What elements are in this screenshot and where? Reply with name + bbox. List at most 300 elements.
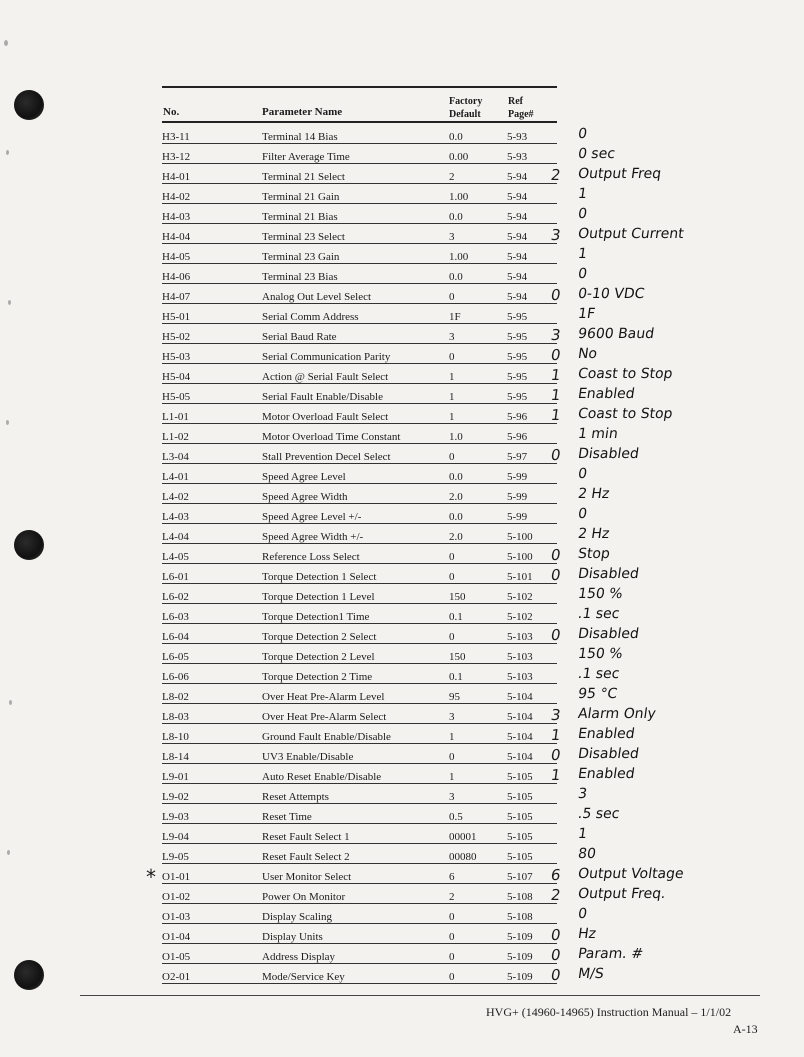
handwritten-note: 0 xyxy=(576,466,589,482)
handwritten-note: 150 % xyxy=(576,586,624,602)
handwritten-note: Coast to Stop xyxy=(576,366,674,382)
param-default: 1 xyxy=(449,764,507,784)
handwritten-note: 150 % xyxy=(576,646,624,662)
header-factory-label: Factory xyxy=(449,96,483,107)
param-name: Reset Fault Select 2 xyxy=(262,844,449,864)
handwritten-value: 0 xyxy=(549,346,562,364)
scan-speck xyxy=(4,40,8,46)
param-number: L1-02 xyxy=(162,424,262,444)
table-row xyxy=(162,564,557,584)
handwritten-note: M/S xyxy=(576,966,605,982)
param-number: L6-01 xyxy=(162,564,262,584)
handwritten-value: 0 xyxy=(549,286,562,304)
param-name: Power On Monitor xyxy=(262,884,449,904)
handwritten-value: 1 xyxy=(549,766,562,784)
handwritten-note: Output Freq. xyxy=(576,886,667,902)
param-ref-page: 5-105 xyxy=(507,844,557,864)
handwritten-note: No xyxy=(576,346,599,362)
handwritten-note: .5 sec xyxy=(576,806,621,822)
table-row xyxy=(162,644,557,664)
header-page-label: Page# xyxy=(508,109,534,120)
handwritten-value: 0 xyxy=(549,546,562,564)
handwritten-note: Disabled xyxy=(576,446,640,462)
table-row xyxy=(162,664,557,684)
param-number: H4-03 xyxy=(162,204,262,224)
param-ref-page: 5-94 xyxy=(507,164,557,184)
param-default: 2.0 xyxy=(449,524,507,544)
table-row xyxy=(162,204,557,224)
param-default: 1 xyxy=(449,364,507,384)
param-number: H5-05 xyxy=(162,384,262,404)
param-ref-page: 5-100 xyxy=(507,544,557,564)
param-number: L6-02 xyxy=(162,584,262,604)
handwritten-value: 0 xyxy=(549,926,562,944)
param-ref-page: 5-94 xyxy=(507,244,557,264)
param-name: Terminal 23 Select xyxy=(262,224,449,244)
param-ref-page: 5-103 xyxy=(507,644,557,664)
param-ref-page: 5-94 xyxy=(507,224,557,244)
param-number: H5-03 xyxy=(162,344,262,364)
param-name: User Monitor Select xyxy=(262,864,449,884)
scan-speck xyxy=(7,850,10,855)
table-top-rule xyxy=(162,86,557,88)
handwritten-value: 0 xyxy=(549,966,562,984)
param-default: 0 xyxy=(449,284,507,304)
param-default: 0.0 xyxy=(449,124,507,144)
param-number: H3-12 xyxy=(162,144,262,164)
table-row xyxy=(162,744,557,764)
param-name: Torque Detection 2 Select xyxy=(262,624,449,644)
param-ref-page: 5-95 xyxy=(507,344,557,364)
handwritten-value: 3 xyxy=(549,706,562,724)
handwritten-value: 0 xyxy=(549,946,562,964)
param-number: L9-02 xyxy=(162,784,262,804)
table-row xyxy=(162,504,557,524)
table-row xyxy=(162,284,557,304)
param-default: 150 xyxy=(449,584,507,604)
param-ref-page: 5-102 xyxy=(507,584,557,604)
param-number: H5-01 xyxy=(162,304,262,324)
param-name: Mode/Service Key xyxy=(262,964,449,984)
handwritten-note: 0 xyxy=(576,506,589,522)
footer-manual-title: HVG+ (14960-14965) Instruction Manual – 1/1/02 xyxy=(486,1005,732,1019)
handwritten-note: Output Current xyxy=(576,226,685,242)
param-name: Auto Reset Enable/Disable xyxy=(262,764,449,784)
param-default: 0 xyxy=(449,924,507,944)
handwritten-note: Disabled xyxy=(576,626,640,642)
param-default: 1.0 xyxy=(449,424,507,444)
handwritten-note: Output Voltage xyxy=(576,866,685,882)
binder-hole-bottom xyxy=(14,960,44,990)
param-default: 0.5 xyxy=(449,804,507,824)
param-number: H4-01 xyxy=(162,164,262,184)
handwritten-note: 0 xyxy=(576,906,589,922)
param-name: Reset Time xyxy=(262,804,449,824)
param-number: O1-05 xyxy=(162,944,262,964)
handwritten-note: Param. # xyxy=(576,946,645,962)
param-default: 0.0 xyxy=(449,204,507,224)
param-default: 0.0 xyxy=(449,504,507,524)
handwritten-note: 1 min xyxy=(576,426,619,442)
param-number: L9-04 xyxy=(162,824,262,844)
param-ref-page: 5-99 xyxy=(507,464,557,484)
param-ref-page: 5-107 xyxy=(507,864,557,884)
param-name: Terminal 23 Gain xyxy=(262,244,449,264)
param-name: Display Units xyxy=(262,924,449,944)
param-number: H5-02 xyxy=(162,324,262,344)
table-row xyxy=(162,764,557,784)
param-default: 1 xyxy=(449,384,507,404)
handwritten-value: 0 xyxy=(549,626,562,644)
param-name: Terminal 23 Bias xyxy=(262,264,449,284)
star-mark: * xyxy=(146,865,156,889)
param-number: L8-02 xyxy=(162,684,262,704)
param-ref-page: 5-109 xyxy=(507,944,557,964)
param-number: L6-06 xyxy=(162,664,262,684)
param-name: Speed Agree Level xyxy=(262,464,449,484)
handwritten-note: 0 xyxy=(576,126,589,142)
param-ref-page: 5-94 xyxy=(507,204,557,224)
param-default: 6 xyxy=(449,864,507,884)
handwritten-value: 1 xyxy=(549,726,562,744)
handwritten-note: 3 xyxy=(576,786,589,802)
param-ref-page: 5-109 xyxy=(507,964,557,984)
param-ref-page: 5-103 xyxy=(507,624,557,644)
param-number: L4-04 xyxy=(162,524,262,544)
param-default: 3 xyxy=(449,224,507,244)
header-rule xyxy=(162,121,557,123)
param-ref-page: 5-104 xyxy=(507,704,557,724)
param-default: 0 xyxy=(449,744,507,764)
table-row xyxy=(162,824,557,844)
param-name: Action @ Serial Fault Select xyxy=(262,364,449,384)
param-number: L8-03 xyxy=(162,704,262,724)
param-ref-page: 5-99 xyxy=(507,484,557,504)
param-default: 2.0 xyxy=(449,484,507,504)
handwritten-note: 0 xyxy=(576,206,589,222)
param-number: O2-01 xyxy=(162,964,262,984)
param-default: 150 xyxy=(449,644,507,664)
param-default: 95 xyxy=(449,684,507,704)
scan-speck xyxy=(6,150,9,155)
table-row xyxy=(162,484,557,504)
param-name: Torque Detection 2 Level xyxy=(262,644,449,664)
param-name: Serial Comm Address xyxy=(262,304,449,324)
handwritten-note: Coast to Stop xyxy=(576,406,674,422)
handwritten-value: 1 xyxy=(549,366,562,384)
header-factory-default xyxy=(449,95,482,121)
table-row xyxy=(162,524,557,544)
handwritten-note: 95 °C xyxy=(576,686,619,702)
header-ref-label: Ref xyxy=(508,96,523,107)
binder-hole-top xyxy=(14,90,44,120)
param-number: H4-04 xyxy=(162,224,262,244)
handwritten-note: Enabled xyxy=(576,726,636,742)
param-number: L3-04 xyxy=(162,444,262,464)
param-ref-page: 5-105 xyxy=(507,764,557,784)
param-default: 0 xyxy=(449,624,507,644)
header-default-label: Default xyxy=(449,109,481,120)
table-row xyxy=(162,244,557,264)
handwritten-note: 1 xyxy=(576,246,589,262)
param-default: 00001 xyxy=(449,824,507,844)
param-name: Torque Detection 1 Level xyxy=(262,584,449,604)
param-number: L4-05 xyxy=(162,544,262,564)
handwritten-note: Enabled xyxy=(576,766,636,782)
param-name: Terminal 14 Bias xyxy=(262,124,449,144)
param-ref-page: 5-99 xyxy=(507,504,557,524)
param-default: 0 xyxy=(449,564,507,584)
param-name: Speed Agree Width xyxy=(262,484,449,504)
param-number: L4-01 xyxy=(162,464,262,484)
param-ref-page: 5-101 xyxy=(507,564,557,584)
param-number: H4-06 xyxy=(162,264,262,284)
table-row xyxy=(162,444,557,464)
handwritten-value: 2 xyxy=(549,166,562,184)
param-name: Filter Average Time xyxy=(262,144,449,164)
table-row xyxy=(162,584,557,604)
param-default: 00080 xyxy=(449,844,507,864)
param-ref-page: 5-95 xyxy=(507,324,557,344)
param-number: H3-11 xyxy=(162,124,262,144)
table-row xyxy=(162,144,557,164)
param-number: H4-07 xyxy=(162,284,262,304)
param-number: H5-04 xyxy=(162,364,262,384)
param-ref-page: 5-96 xyxy=(507,404,557,424)
param-default: 0.0 xyxy=(449,464,507,484)
param-ref-page: 5-95 xyxy=(507,304,557,324)
param-number: L9-01 xyxy=(162,764,262,784)
handwritten-note: 0 sec xyxy=(576,146,617,162)
param-number: L6-04 xyxy=(162,624,262,644)
param-name: Stall Prevention Decel Select xyxy=(262,444,449,464)
table-row xyxy=(162,924,557,944)
param-ref-page: 5-95 xyxy=(507,364,557,384)
param-default: 0 xyxy=(449,964,507,984)
handwritten-note: Disabled xyxy=(576,746,640,762)
scan-speck xyxy=(6,420,9,425)
param-default: 0 xyxy=(449,904,507,924)
table-row xyxy=(162,864,557,884)
handwritten-value: 0 xyxy=(549,446,562,464)
param-default: 1F xyxy=(449,304,507,324)
handwritten-note: 1F xyxy=(576,306,597,322)
param-name: Torque Detection1 Time xyxy=(262,604,449,624)
param-ref-page: 5-93 xyxy=(507,124,557,144)
param-ref-page: 5-105 xyxy=(507,824,557,844)
table-row xyxy=(162,184,557,204)
param-ref-page: 5-104 xyxy=(507,744,557,764)
handwritten-value: 0 xyxy=(549,566,562,584)
param-default: 0 xyxy=(449,944,507,964)
param-name: Speed Agree Width +/- xyxy=(262,524,449,544)
param-default: 0.1 xyxy=(449,664,507,684)
param-ref-page: 5-93 xyxy=(507,144,557,164)
param-name: Terminal 21 Bias xyxy=(262,204,449,224)
table-row xyxy=(162,384,557,404)
param-default: 2 xyxy=(449,164,507,184)
param-number: L9-03 xyxy=(162,804,262,824)
param-default: 1 xyxy=(449,404,507,424)
param-default: 0.00 xyxy=(449,144,507,164)
param-ref-page: 5-103 xyxy=(507,664,557,684)
param-default: 3 xyxy=(449,704,507,724)
param-name: Torque Detection 2 Time xyxy=(262,664,449,684)
table-row xyxy=(162,164,557,184)
param-ref-page: 5-95 xyxy=(507,384,557,404)
param-default: 2 xyxy=(449,884,507,904)
footer-page-number: A-13 xyxy=(733,1022,758,1036)
param-name: Ground Fault Enable/Disable xyxy=(262,724,449,744)
param-default: 0 xyxy=(449,444,507,464)
table-row xyxy=(162,404,557,424)
handwritten-note: Alarm Only xyxy=(576,706,657,722)
handwritten-note: 2 Hz xyxy=(576,526,611,542)
param-ref-page: 5-102 xyxy=(507,604,557,624)
handwritten-value: 1 xyxy=(549,406,562,424)
handwritten-note: 9600 Baud xyxy=(576,326,656,342)
param-name: Speed Agree Level +/- xyxy=(262,504,449,524)
param-number: O1-04 xyxy=(162,924,262,944)
param-number: H4-05 xyxy=(162,244,262,264)
param-name: Serial Baud Rate xyxy=(262,324,449,344)
param-name: UV3 Enable/Disable xyxy=(262,744,449,764)
param-ref-page: 5-96 xyxy=(507,424,557,444)
param-ref-page: 5-94 xyxy=(507,284,557,304)
param-name: Display Scaling xyxy=(262,904,449,924)
param-ref-page: 5-104 xyxy=(507,724,557,744)
param-number: L6-05 xyxy=(162,644,262,664)
param-default: 1.00 xyxy=(449,184,507,204)
handwritten-value: 2 xyxy=(549,886,562,904)
handwritten-value: 3 xyxy=(549,326,562,344)
param-name: Reference Loss Select xyxy=(262,544,449,564)
table-row xyxy=(162,624,557,644)
param-name: Motor Overload Time Constant xyxy=(262,424,449,444)
param-name: Torque Detection 1 Select xyxy=(262,564,449,584)
table-row xyxy=(162,264,557,284)
table-row xyxy=(162,304,557,324)
param-name: Reset Attempts xyxy=(262,784,449,804)
table-row xyxy=(162,844,557,864)
handwritten-note: Disabled xyxy=(576,566,640,582)
table-row xyxy=(162,684,557,704)
footer-rule xyxy=(80,995,760,996)
handwritten-note: 0 xyxy=(576,266,589,282)
param-name: Analog Out Level Select xyxy=(262,284,449,304)
param-number: L8-14 xyxy=(162,744,262,764)
param-name: Over Heat Pre-Alarm Level xyxy=(262,684,449,704)
param-default: 0 xyxy=(449,544,507,564)
table-row xyxy=(162,124,557,144)
table-row xyxy=(162,964,557,984)
param-default: 1 xyxy=(449,724,507,744)
param-number: O1-03 xyxy=(162,904,262,924)
param-name: Reset Fault Select 1 xyxy=(262,824,449,844)
param-ref-page: 5-108 xyxy=(507,904,557,924)
table-row xyxy=(162,884,557,904)
param-default: 3 xyxy=(449,784,507,804)
param-default: 0 xyxy=(449,344,507,364)
param-ref-page: 5-97 xyxy=(507,444,557,464)
param-name: Serial Communication Parity xyxy=(262,344,449,364)
table-row xyxy=(162,804,557,824)
table-row xyxy=(162,424,557,444)
handwritten-value: 0 xyxy=(549,746,562,764)
param-number: L1-01 xyxy=(162,404,262,424)
param-ref-page: 5-104 xyxy=(507,684,557,704)
param-ref-page: 5-100 xyxy=(507,524,557,544)
param-default: 0.0 xyxy=(449,264,507,284)
param-ref-page: 5-105 xyxy=(507,784,557,804)
param-name: Terminal 21 Gain xyxy=(262,184,449,204)
handwritten-value: 3 xyxy=(549,226,562,244)
param-number: L4-02 xyxy=(162,484,262,504)
param-number: L9-05 xyxy=(162,844,262,864)
handwritten-note: 80 xyxy=(576,846,597,862)
table-row xyxy=(162,784,557,804)
handwritten-note: .1 sec xyxy=(576,666,621,682)
handwritten-note: 0-10 VDC xyxy=(576,286,646,302)
param-name: Over Heat Pre-Alarm Select xyxy=(262,704,449,724)
param-name: Address Display xyxy=(262,944,449,964)
binder-hole-middle xyxy=(14,530,44,560)
param-default: 1.00 xyxy=(449,244,507,264)
table-row xyxy=(162,944,557,964)
param-ref-page: 5-94 xyxy=(507,184,557,204)
param-default: 3 xyxy=(449,324,507,344)
param-name: Serial Fault Enable/Disable xyxy=(262,384,449,404)
param-number: L8-10 xyxy=(162,724,262,744)
param-ref-page: 5-108 xyxy=(507,884,557,904)
handwritten-note: Output Freq xyxy=(576,166,663,182)
header-no: No. xyxy=(163,106,180,118)
handwritten-note: 2 Hz xyxy=(576,486,611,502)
param-number: H4-02 xyxy=(162,184,262,204)
param-default: 0.1 xyxy=(449,604,507,624)
handwritten-value: 6 xyxy=(549,866,562,884)
param-name: Motor Overload Fault Select xyxy=(262,404,449,424)
param-number: O1-01 xyxy=(162,864,262,884)
table-row xyxy=(162,464,557,484)
param-number: L6-03 xyxy=(162,604,262,624)
param-number: L4-03 xyxy=(162,504,262,524)
table-row xyxy=(162,364,557,384)
table-row xyxy=(162,904,557,924)
param-number: O1-02 xyxy=(162,884,262,904)
param-ref-page: 5-94 xyxy=(507,264,557,284)
param-name: Terminal 21 Select xyxy=(262,164,449,184)
header-ref-page xyxy=(508,95,534,121)
scan-speck xyxy=(8,300,11,305)
handwritten-note: Enabled xyxy=(576,386,636,402)
table-row xyxy=(162,344,557,364)
param-ref-page: 5-109 xyxy=(507,924,557,944)
table-row xyxy=(162,704,557,724)
handwritten-note: 1 xyxy=(576,826,589,842)
handwritten-note: 1 xyxy=(576,186,589,202)
table-row xyxy=(162,544,557,564)
table-row xyxy=(162,224,557,244)
param-ref-page: 5-105 xyxy=(507,804,557,824)
header-parameter-name: Parameter Name xyxy=(262,106,343,118)
handwritten-value: 1 xyxy=(549,386,562,404)
handwritten-note: Stop xyxy=(576,546,611,562)
parameter-table xyxy=(162,124,557,984)
table-row xyxy=(162,724,557,744)
handwritten-note: Hz xyxy=(576,926,598,942)
scan-speck xyxy=(9,700,12,705)
